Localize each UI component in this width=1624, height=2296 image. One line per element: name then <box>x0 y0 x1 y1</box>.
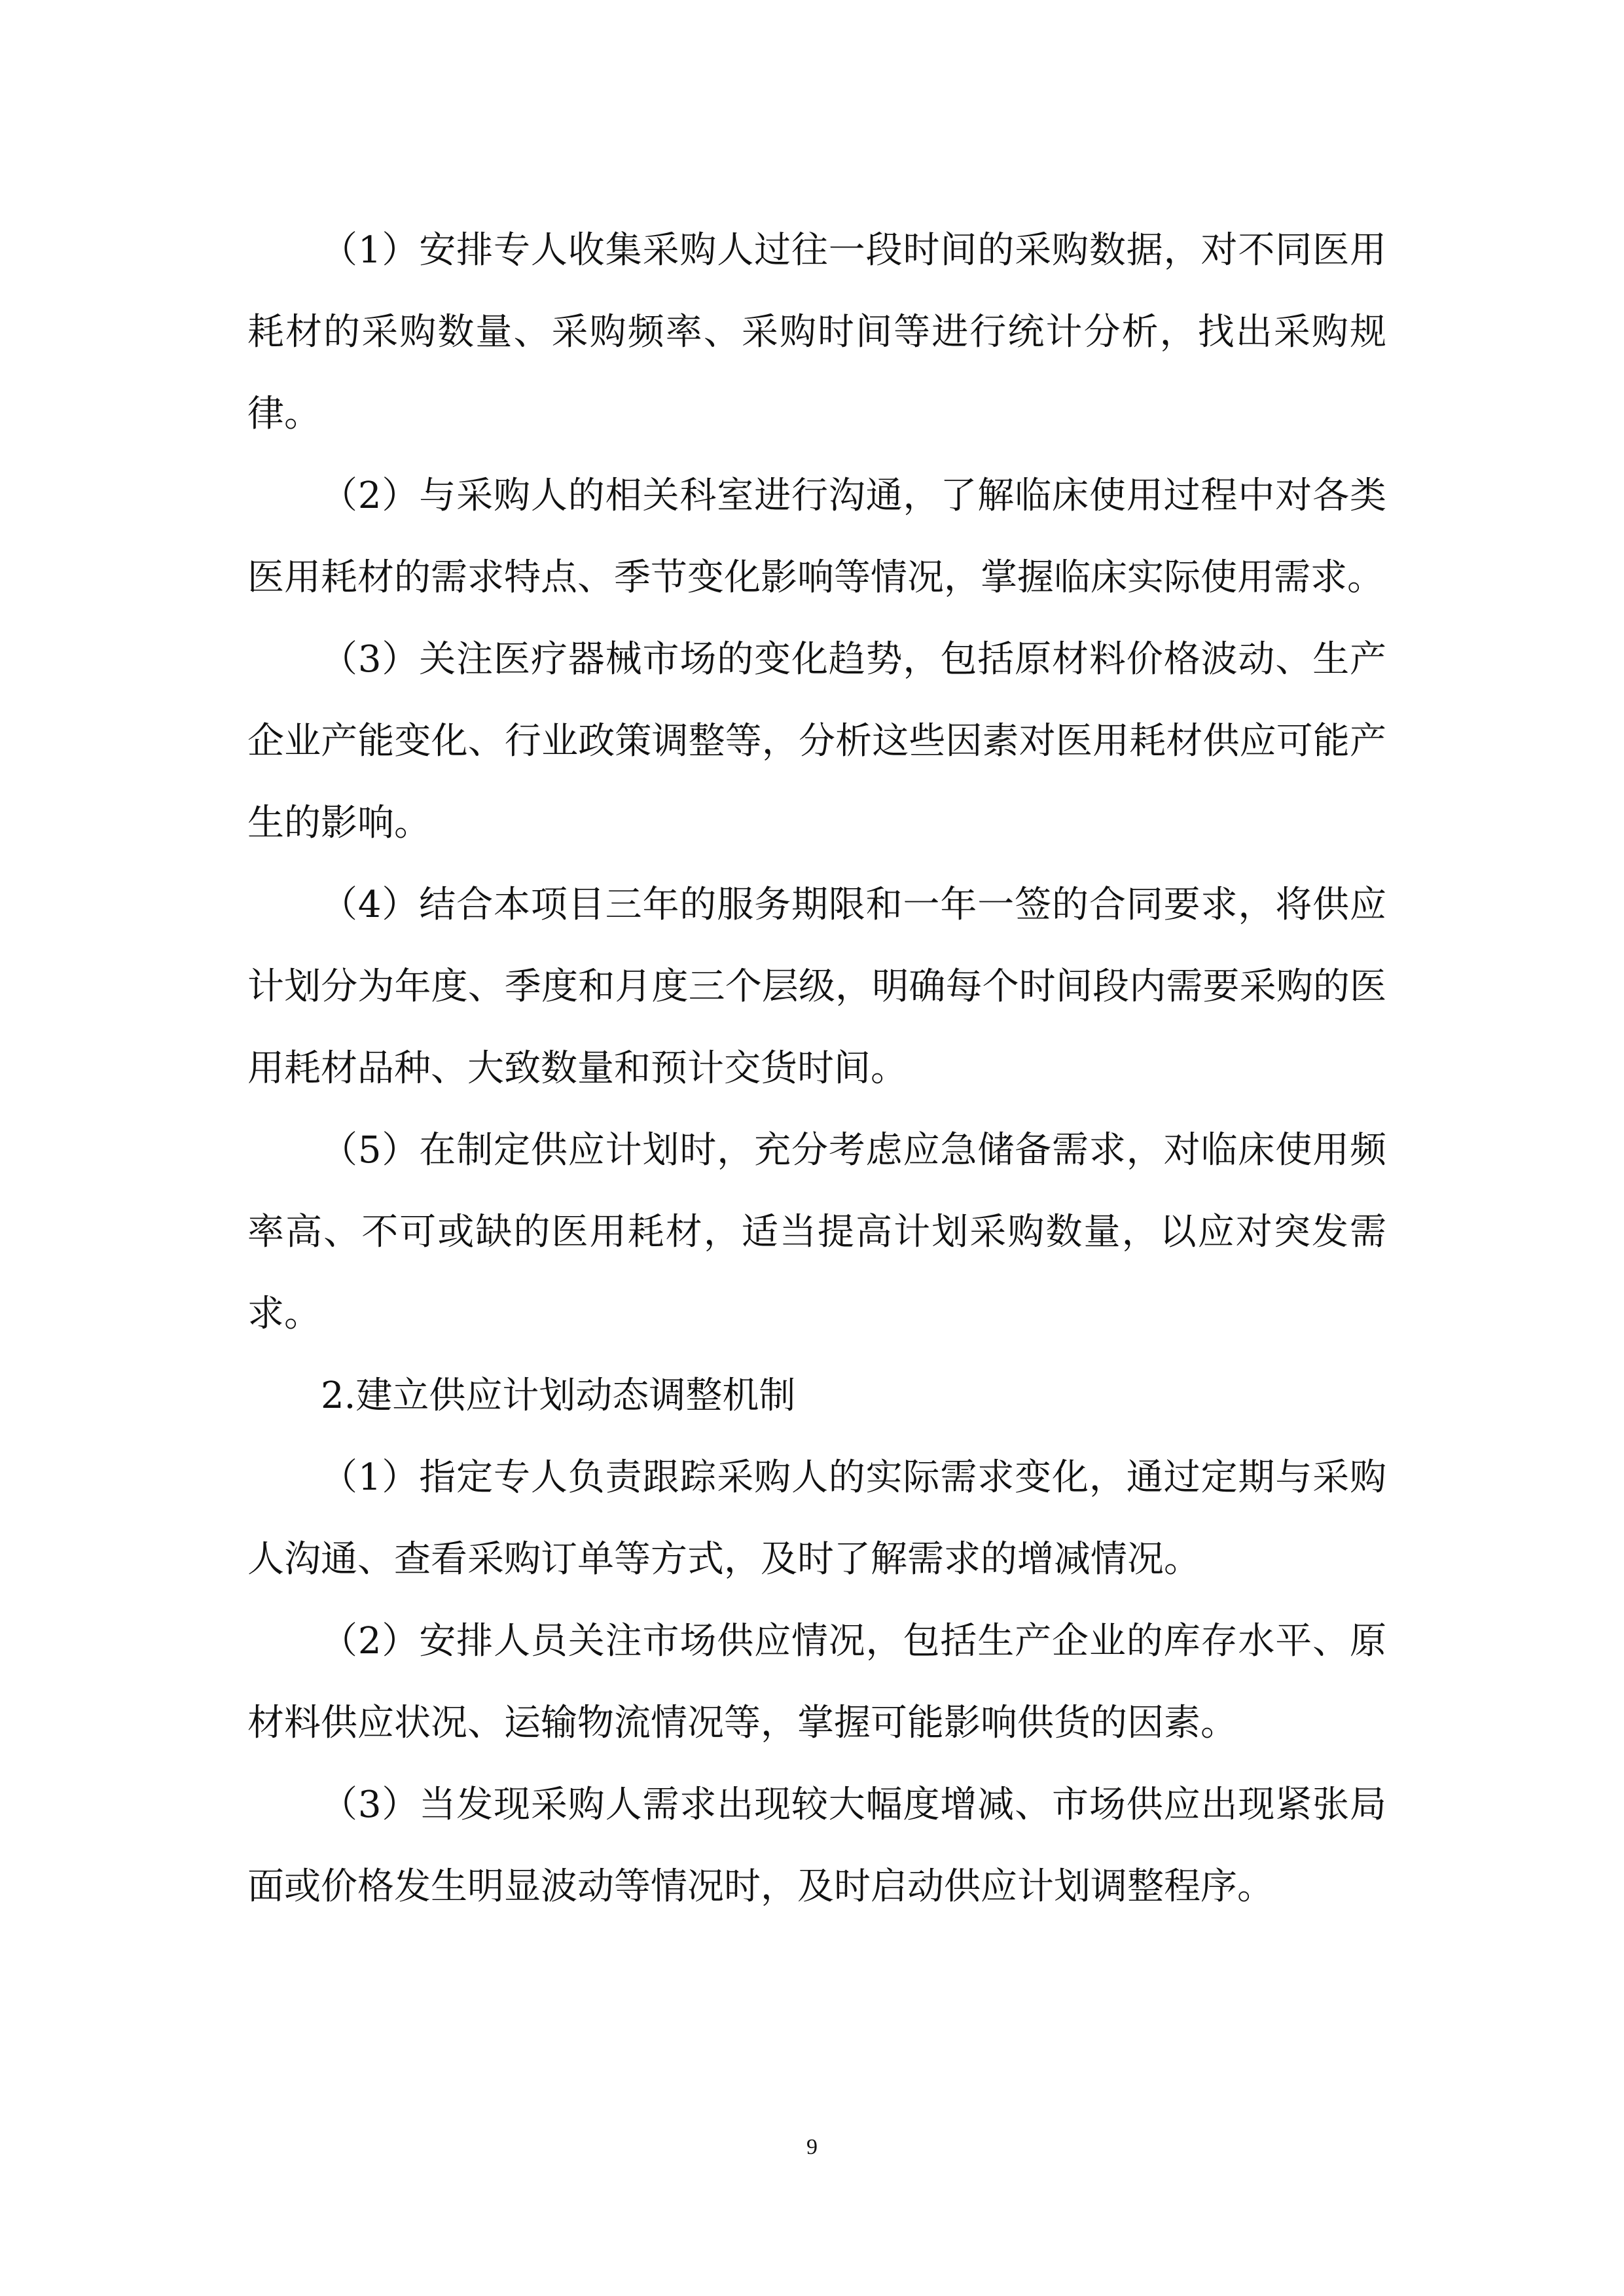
document-body <box>247 209 1386 1928</box>
paragraph-3: （3）关注医疗器械市场的变化趋势，包括原材料价格波动、生产企业产能变化、行业政策调整等，分析这些因素对医用耗材供应可能产生的影响。 <box>247 638 1386 844</box>
paragraph-8: （3）当发现采购人需求出现较大幅度增减、市场供应出现紧张局面或价格发生明显波动等情况时，及时启动供应计划调整程序。 <box>247 1784 1386 1908</box>
paragraph-1: （1）安排专人收集采购人过往一段时间的采购数据，对不同医用耗材的采购数量、采购频率、采购时间等进行统计分析，找出采购规律。 <box>247 229 1386 435</box>
paragraph-5: （5）在制定供应计划时，充分考虑应急储备需求，对临床使用频率高、不可或缺的医用耗材，适当提高计划采购数量，以应对突发需求。 <box>247 1129 1386 1335</box>
section-heading: 2.建立供应计划动态调整机制 <box>321 1374 796 1417</box>
paragraph-7: （2）安排人员关注市场供应情况，包括生产企业的库存水平、原材料供应状况、运输物流情况等，掌握可能影响供货的因素。 <box>247 1620 1386 1744</box>
paragraph-2: （2）与采购人的相关科室进行沟通，了解临床使用过程中对各类医用耗材的需求特点、季节变化影响等情况，掌握临床实际使用需求。 <box>247 475 1386 599</box>
page-number: 9 <box>806 2135 818 2159</box>
paragraph-4: （4）结合本项目三年的服务期限和一年一签的合同要求，将供应计划分为年度、季度和月度三个层级，明确每个时间段内需要采购的医用耗材品种、大致数量和预计交货时间。 <box>247 884 1386 1090</box>
paragraph-6: （1）指定专人负责跟踪采购人的实际需求变化，通过定期与采购人沟通、查看采购订单等方式，及时了解需求的增减情况。 <box>247 1456 1386 1581</box>
